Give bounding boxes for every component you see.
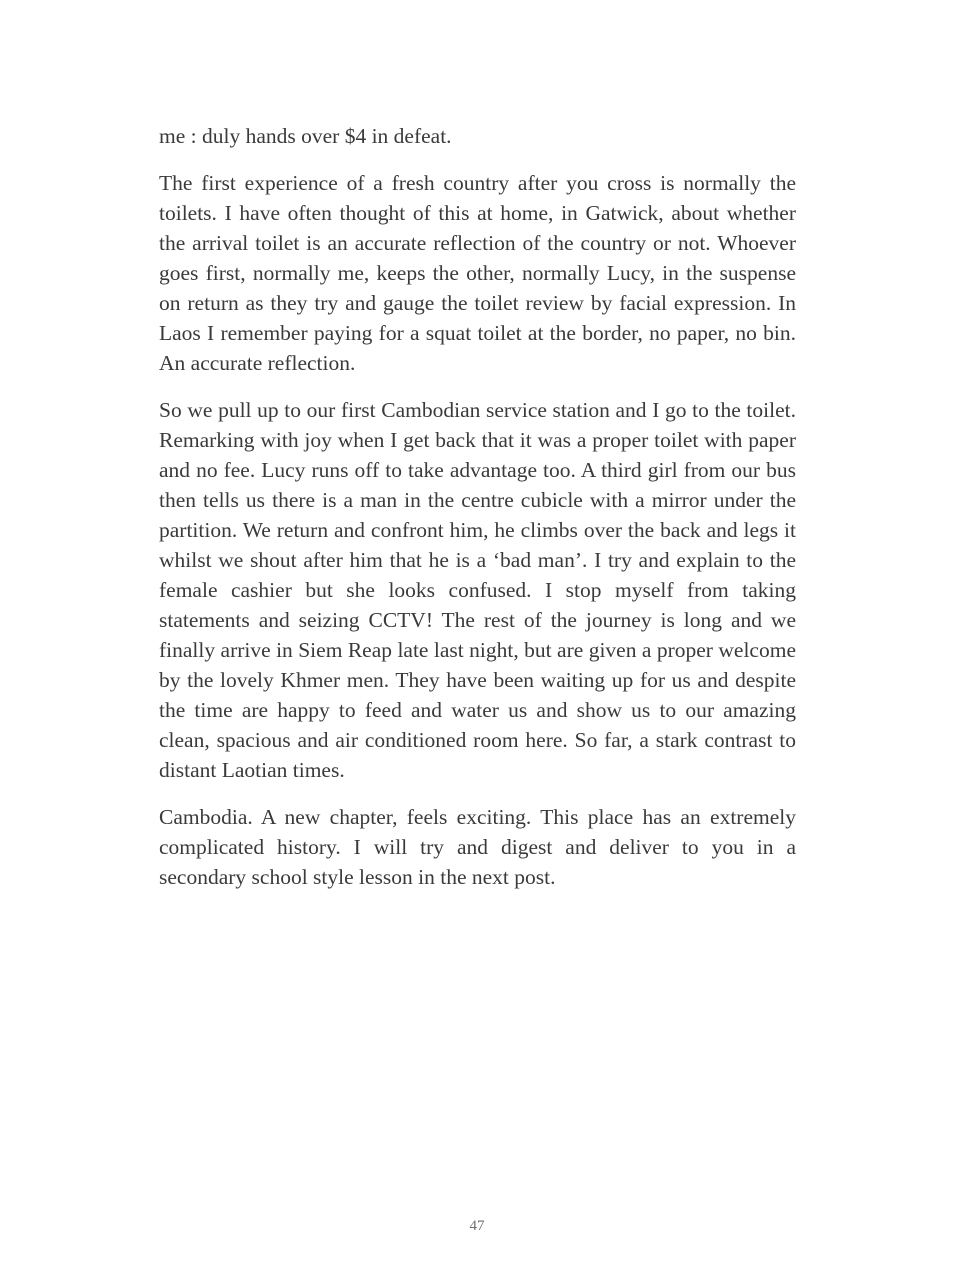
paragraph-intro: me : duly hands over $4 in defeat.	[159, 124, 452, 148]
page-number: 47	[469, 1218, 485, 1234]
paragraph-cambodia: Cambodia. A new chapter, feels exciting. This place has an extremely complicated history. I will try and digest and deliver to you in a secondary school style lesson in the next post.	[159, 805, 796, 889]
paragraph-toilets: The first experience of a fresh country after you cross is normally the toilets. I have often thought of this at home, in Gatwick, about whether the arrival toilet is an accurate reflection of the country or not. Whoever goes first, normally me, keeps the other, normally Lucy, in the suspense on return as they try and gauge the toilet review by facial expression. In Laos I remember paying for a squat toilet at the border, no paper, no bin. An accurate reflection.	[159, 171, 796, 375]
text-block	[159, 121, 796, 909]
paragraph-service-station: So we pull up to our first Cambodian service station and I go to the toilet. Remarking with joy when I get back that it was a proper toilet with paper and no fee. Lucy runs off to take advantage too. A third girl from our bus then tells us there is a man in the centre cubicle with a mirror under the partition. We return and confront him, he climbs over the back and legs it whilst we shout after him that he is a ‘bad man’. I try and explain to the female cashier but she looks confused. I stop myself from taking statements and seizing CCTV! The rest of the journey is long and we finally arrive in Siem Reap late last night, but are given a proper welcome by the lovely Khmer men. They have been waiting up for us and despite the time are happy to feed and water us and show us to our amazing clean, spacious and air conditioned room here. So far, a stark contrast to distant Laotian times.	[159, 398, 796, 782]
